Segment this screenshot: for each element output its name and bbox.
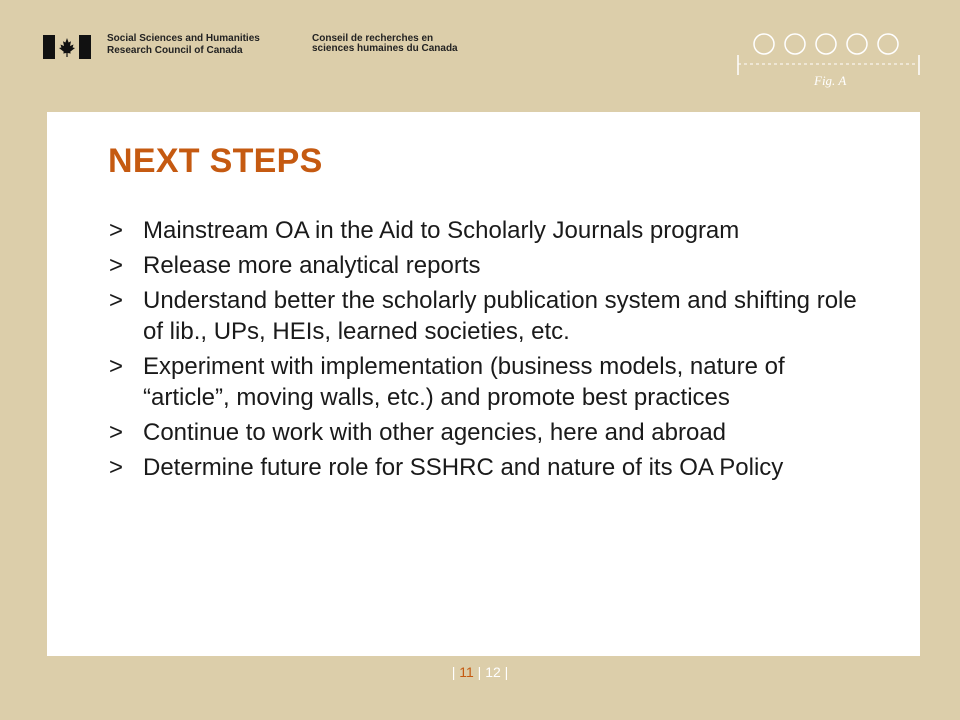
bullet-marker-icon: > [109, 252, 124, 279]
pager-separator: | [451, 664, 456, 680]
organization-name-english [107, 33, 260, 57]
pager-separator: | [477, 664, 482, 680]
bullet-marker-icon: > [109, 419, 124, 446]
pager-separator: | [504, 664, 509, 680]
bullet-marker-icon: > [109, 353, 124, 380]
list-item [109, 285, 869, 347]
list-item [109, 351, 869, 413]
list-item [109, 452, 869, 483]
list-item [109, 417, 869, 448]
content-panel [47, 112, 920, 656]
circle-icon [754, 34, 774, 54]
circle-icon [878, 34, 898, 54]
slide-header [0, 0, 960, 112]
organization-name-french [312, 34, 458, 54]
org-en-line-1: Social Sciences and Humanities [107, 33, 260, 44]
bullet-marker-icon: > [109, 287, 124, 314]
page-indicator [0, 664, 960, 680]
list-item [109, 250, 869, 281]
bullet-marker-icon: > [109, 454, 124, 481]
circle-icon [816, 34, 836, 54]
org-fr-line-1: Conseil de recherches en [312, 33, 434, 44]
bullet-text: Continue to work with other agencies, here and abroad [143, 419, 727, 446]
slide-title: NEXT STEPS [108, 142, 323, 180]
bullet-text: Release more analytical reports [143, 252, 481, 279]
org-en-line-2: Research Council of Canada [107, 45, 243, 56]
circle-icon [785, 34, 805, 54]
current-page-number: 11 [459, 664, 474, 680]
bullet-text: Understand better the scholarly publication system and shifting role of lib., UPs, HEIs, learned societies, etc. [143, 287, 857, 345]
bullet-text: Determine future role for SSHRC and nature of its OA Policy [143, 454, 784, 481]
canada-flag-icon [43, 35, 91, 59]
bullet-text: Mainstream OA in the Aid to Scholarly Journals program [143, 217, 740, 244]
circle-icon [847, 34, 867, 54]
list-item [109, 215, 869, 246]
total-page-number: 12 [485, 664, 501, 680]
org-fr-line-2: sciences humaines du Canada [312, 43, 458, 54]
figure-label: Fig. A [814, 73, 847, 88]
bullet-marker-icon: > [109, 217, 124, 244]
bullet-list [109, 215, 869, 487]
bullet-text: Experiment with implementation (business models, nature of “article”, moving walls, etc.) and promote best practices [143, 353, 785, 411]
